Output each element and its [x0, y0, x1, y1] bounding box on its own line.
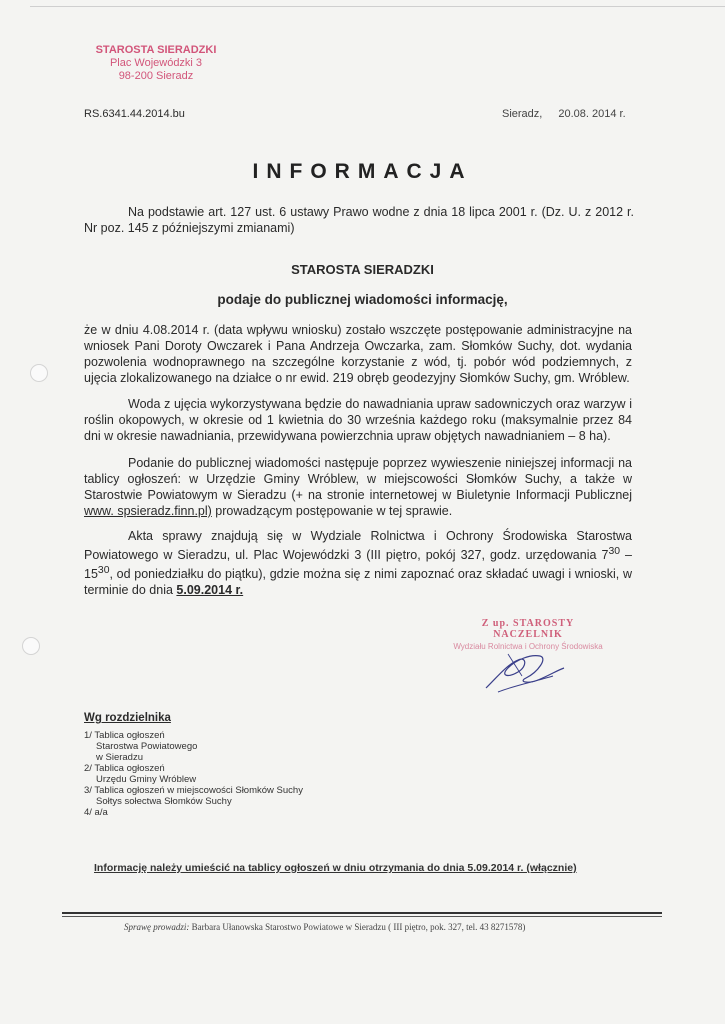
list-item: 1/ Tablica ogłoszeń — [84, 730, 165, 741]
list-item: Urzędu Gminy Wróblew — [96, 774, 197, 785]
body-4-rest: , od poniedziałku do piątku), gdzie można się z nimi zapoznać oraz składać uwagi i wnioski, w terminie do dnia — [84, 567, 632, 598]
body-paragraph-1: że w dniu 4.08.2014 r. (data wpływu wniosku) zostało wszczęte postępowanie administracyjne na wniosek Pani Doroty Owczarek i Pana Andrzeja Owczarka, zam. Słomków Suchy, dot. wydania pozwolenia wodnoprawnego na szczególne korzystanie z wód, tj. pobór wód podziemnych, z ujęcia zlokalizowanego na działce o nr ewid. 219 obręb geodezyjny Słomków Suchy, gm. Wróblew. — [84, 323, 632, 385]
handwritten-signature — [478, 646, 568, 696]
footer-contact — [124, 922, 525, 932]
authority-heading: STAROSTA SIERADZKI — [291, 262, 434, 277]
list-item: Sołtys sołectwa Słomków Suchy — [96, 796, 232, 807]
document-date: 20.08. 2014 r. — [558, 108, 626, 120]
footer-text: Barbara Ułanowska Starostwo Powiatowe w Sieradzu ( III piętro, pok. 327, tel. 43 8271578) — [191, 922, 526, 932]
distribution-list — [84, 730, 303, 818]
punch-hole — [30, 364, 48, 382]
document-title: INFORMACJA — [252, 160, 473, 183]
punch-hole — [22, 637, 40, 655]
list-item: Starostwa Powiatowego — [96, 741, 198, 752]
website-link[interactable]: www. spsieradz.finn.pl) — [84, 504, 212, 518]
office-stamp — [76, 44, 236, 83]
deadline-date: 5.09.2014 r. — [176, 583, 244, 598]
body-4-text: Akta sprawy znajdują się w Wydziale Rolnictwa i Ochrony Środowiska Starostwa Powiatowego w Sieradzu, ul. Plac Wojewódzki 3 (III piętro, pokój 327, godz. urzędowania 7 — [84, 529, 632, 563]
footer-label: Sprawę prowadzi: — [124, 922, 190, 932]
body-paragraph-3 — [84, 455, 632, 519]
footer-rule-thin — [62, 916, 662, 917]
list-item: 4/ a/a — [84, 807, 108, 818]
list-item: 2/ Tablica ogłoszeń — [84, 763, 165, 774]
signature-stamp-line-3: Wydziału Rolnictwa i Ochrony Środowiska — [453, 642, 603, 651]
distribution-heading: Wg rozdzielnika — [84, 712, 171, 724]
stamp-line-3: 98-200 Sieradz — [118, 70, 194, 82]
legal-basis-paragraph: Na podstawie art. 127 ust. 6 ustawy Prawo wodne z dnia 18 lipca 2001 r. (Dz. U. z 2012 r. Nr poz. 145 z późniejszymi zmianami) — [84, 205, 634, 235]
body-paragraph-4 — [84, 528, 632, 598]
footer-rule-thick — [62, 912, 662, 914]
body-4-mid: – 15 — [84, 548, 632, 582]
announcement-heading: podaje do publicznej wiadomości informację, — [217, 292, 508, 307]
signature-stamp-line-1: Z up. STAROSTY — [481, 618, 575, 629]
body-3-end: prowadzącym postępowanie w tej sprawie. — [211, 504, 453, 518]
stamp-line-1: STAROSTA SIERADZKI — [95, 44, 217, 56]
top-edge-line — [30, 6, 725, 7]
list-item: w Sieradzu — [96, 752, 143, 763]
place-date — [502, 108, 626, 120]
signature-stamp-line-2: NACZELNIK — [493, 629, 563, 640]
place-name: Sieradz, — [502, 108, 543, 120]
list-item: 3/ Tablica ogłoszeń w miejscowości Słomków Suchy — [84, 785, 303, 796]
stamp-line-2: Plac Wojewódzki 3 — [109, 57, 203, 69]
body-paragraph-2: Woda z ujęcia wykorzystywana będzie do nawadniania upraw sadowniczych oraz warzyw i roślin okopowych, w okresie od 1 kwietnia do 30 września każdego roku (maksymalnie przez 84 dni w okresie nawadniania, przewidywana powierzchnia upraw objętych nawadnianiem – 8 ha). — [84, 397, 632, 443]
body-3-text: Podanie do publicznej wiadomości następuje poprzez wywieszenie niniejszej informacji na tablicy ogłoszeń: w Urzędzie Gminy Wróblew, w miejscowości Słomków Suchy, a także w Starostwie Powiatowym w Sieradzu (+ na stronie internetowej w Biuletynie Informacji Publicznej — [84, 456, 632, 502]
hours-sup-2: 30 — [97, 565, 110, 577]
reference-number: RS.6341.44.2014.bu — [84, 108, 185, 120]
hours-sup-1: 30 — [608, 546, 621, 557]
posting-notice: Informację należy umieścić na tablicy ogłoszeń w dniu otrzymania do dnia 5.09.2014 r. (włącznie) — [94, 862, 577, 874]
